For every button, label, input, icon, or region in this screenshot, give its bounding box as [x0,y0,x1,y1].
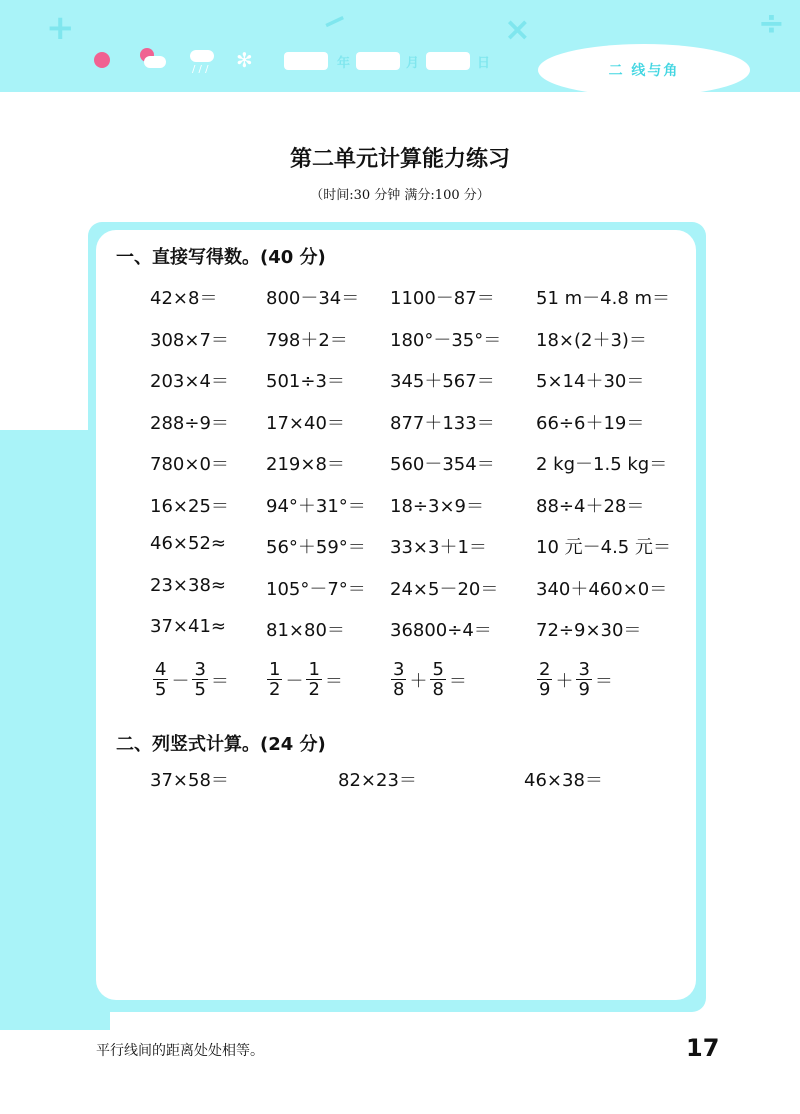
cloud-sun-icon [138,48,168,72]
numerator: 5 [432,659,444,680]
calc-item: 42×8＝ [150,288,218,309]
month-label: 月 [406,56,420,71]
numerator: 3 [393,659,405,680]
fraction-expression [536,660,615,699]
page-subtitle: （时间:30 分钟 满分:100 分） [310,188,490,203]
fraction-expression [152,660,231,699]
calc-item: 24×5－20＝ [390,578,499,600]
numerator: 1 [308,659,320,680]
calc-item: 36800÷4＝ [390,620,492,641]
denominator: 5 [155,679,167,700]
vertical-calc-item: 46×38＝ [524,770,603,791]
numerator: 3 [578,659,590,680]
page-number: 17 [686,1034,720,1062]
calc-item: 219×8＝ [266,454,345,475]
unit-badge [538,44,750,96]
day-input-box[interactable] [426,52,470,70]
snow-icon: ✻ [236,48,253,72]
calc-item: 94°＋31°＝ [266,495,366,517]
vertical-calc-item: 37×58＝ [150,770,229,791]
vertical-calc-item: 82×23＝ [338,770,417,791]
fraction [306,660,321,699]
fraction [153,660,168,699]
page-title: 第二单元计算能力练习 [289,147,510,172]
calc-item: 18÷3×9＝ [390,495,484,517]
calc-item: 1100－87＝ [390,288,495,309]
denominator: 8 [393,679,405,700]
calc-item: 308×7＝ [150,329,229,351]
calc-item: 33×3＋1＝ [390,537,487,558]
day-label: 日 [477,56,491,71]
calc-item: 56°＋59°＝ [266,537,366,558]
calc-item: 800－34＝ [266,288,360,309]
rain-icon: / / / [186,48,216,76]
month-input-box[interactable] [356,52,400,70]
minus-icon: − [48,680,82,726]
calc-item: 72÷9×30＝ [536,620,642,641]
calc-item: 780×0＝ [150,454,229,475]
divide-icon: ÷ [758,4,785,42]
calc-item: 2 kg－1.5 kg＝ [536,454,668,475]
denominator: 8 [432,679,444,700]
fraction [391,660,406,699]
equals-sign: ＝ [594,670,613,692]
calc-item: 798＋2＝ [266,329,348,351]
fraction-expression [390,660,469,699]
calc-item: 66÷6＋19＝ [536,412,645,434]
numerator: 4 [155,659,167,680]
numerator: 2 [539,659,551,680]
fraction [537,660,552,699]
operator: ＋ [555,670,574,692]
year-label: 年 [337,56,351,71]
calc-item: 17×40＝ [266,412,345,434]
operator: － [171,670,190,692]
section-2-title: 二、列竖式计算。(24 分) [116,734,326,755]
fraction [192,660,207,699]
calc-item: 501÷3＝ [266,371,345,392]
calc-item: 23×38≈ [150,574,226,596]
times-icon: × [504,10,531,48]
fraction-expression [266,660,345,699]
fraction [267,660,282,699]
fraction [576,660,591,699]
section-1-title: 一、直接写得数。(40 分) [116,247,326,268]
calc-item: 37×41≈ [150,616,226,637]
calc-item: 288÷9＝ [150,412,229,434]
calc-item: 5×14＋30＝ [536,371,645,392]
plus-icon: + [46,8,75,48]
calc-item: 88÷4＋28＝ [536,495,645,517]
calc-item: 345＋567＝ [390,371,495,392]
calc-item: 560－354＝ [390,454,495,475]
denominator: 9 [578,679,590,700]
times-icon: × [36,796,70,842]
calc-item: 203×4＝ [150,371,229,392]
calc-item: 51 m－4.8 m＝ [536,288,671,309]
calc-item: 16×25＝ [150,495,229,517]
calc-item: 105°－7°＝ [266,578,366,600]
denominator: 9 [539,679,551,700]
numerator: 1 [269,659,281,680]
fraction [430,660,445,699]
equals-sign: ＝ [210,670,229,692]
unit-label: 二 线与角 [608,63,680,79]
denominator: 2 [308,679,320,700]
equals-sign: ＝ [448,670,467,692]
operator: ＋ [409,670,428,692]
minus-icon: − [315,0,354,43]
footer-note: 平行线间的距离处处相等。 [96,1043,264,1059]
denominator: 5 [194,679,206,700]
sun-icon [94,52,110,68]
numerator: 3 [194,659,206,680]
calc-item: 81×80＝ [266,620,345,641]
calc-item: 340＋460×0＝ [536,578,668,600]
denominator: 2 [269,679,281,700]
year-input-box[interactable] [284,52,328,70]
equals-sign: ＝ [324,670,343,692]
calc-item: 877＋133＝ [390,412,495,434]
calc-item: 18×(2＋3)＝ [536,329,647,351]
calc-item: 10 元－4.5 元＝ [536,537,671,558]
calc-item: 180°－35°＝ [390,329,502,351]
operator: － [285,670,304,692]
calc-item: 46×52≈ [150,533,226,554]
